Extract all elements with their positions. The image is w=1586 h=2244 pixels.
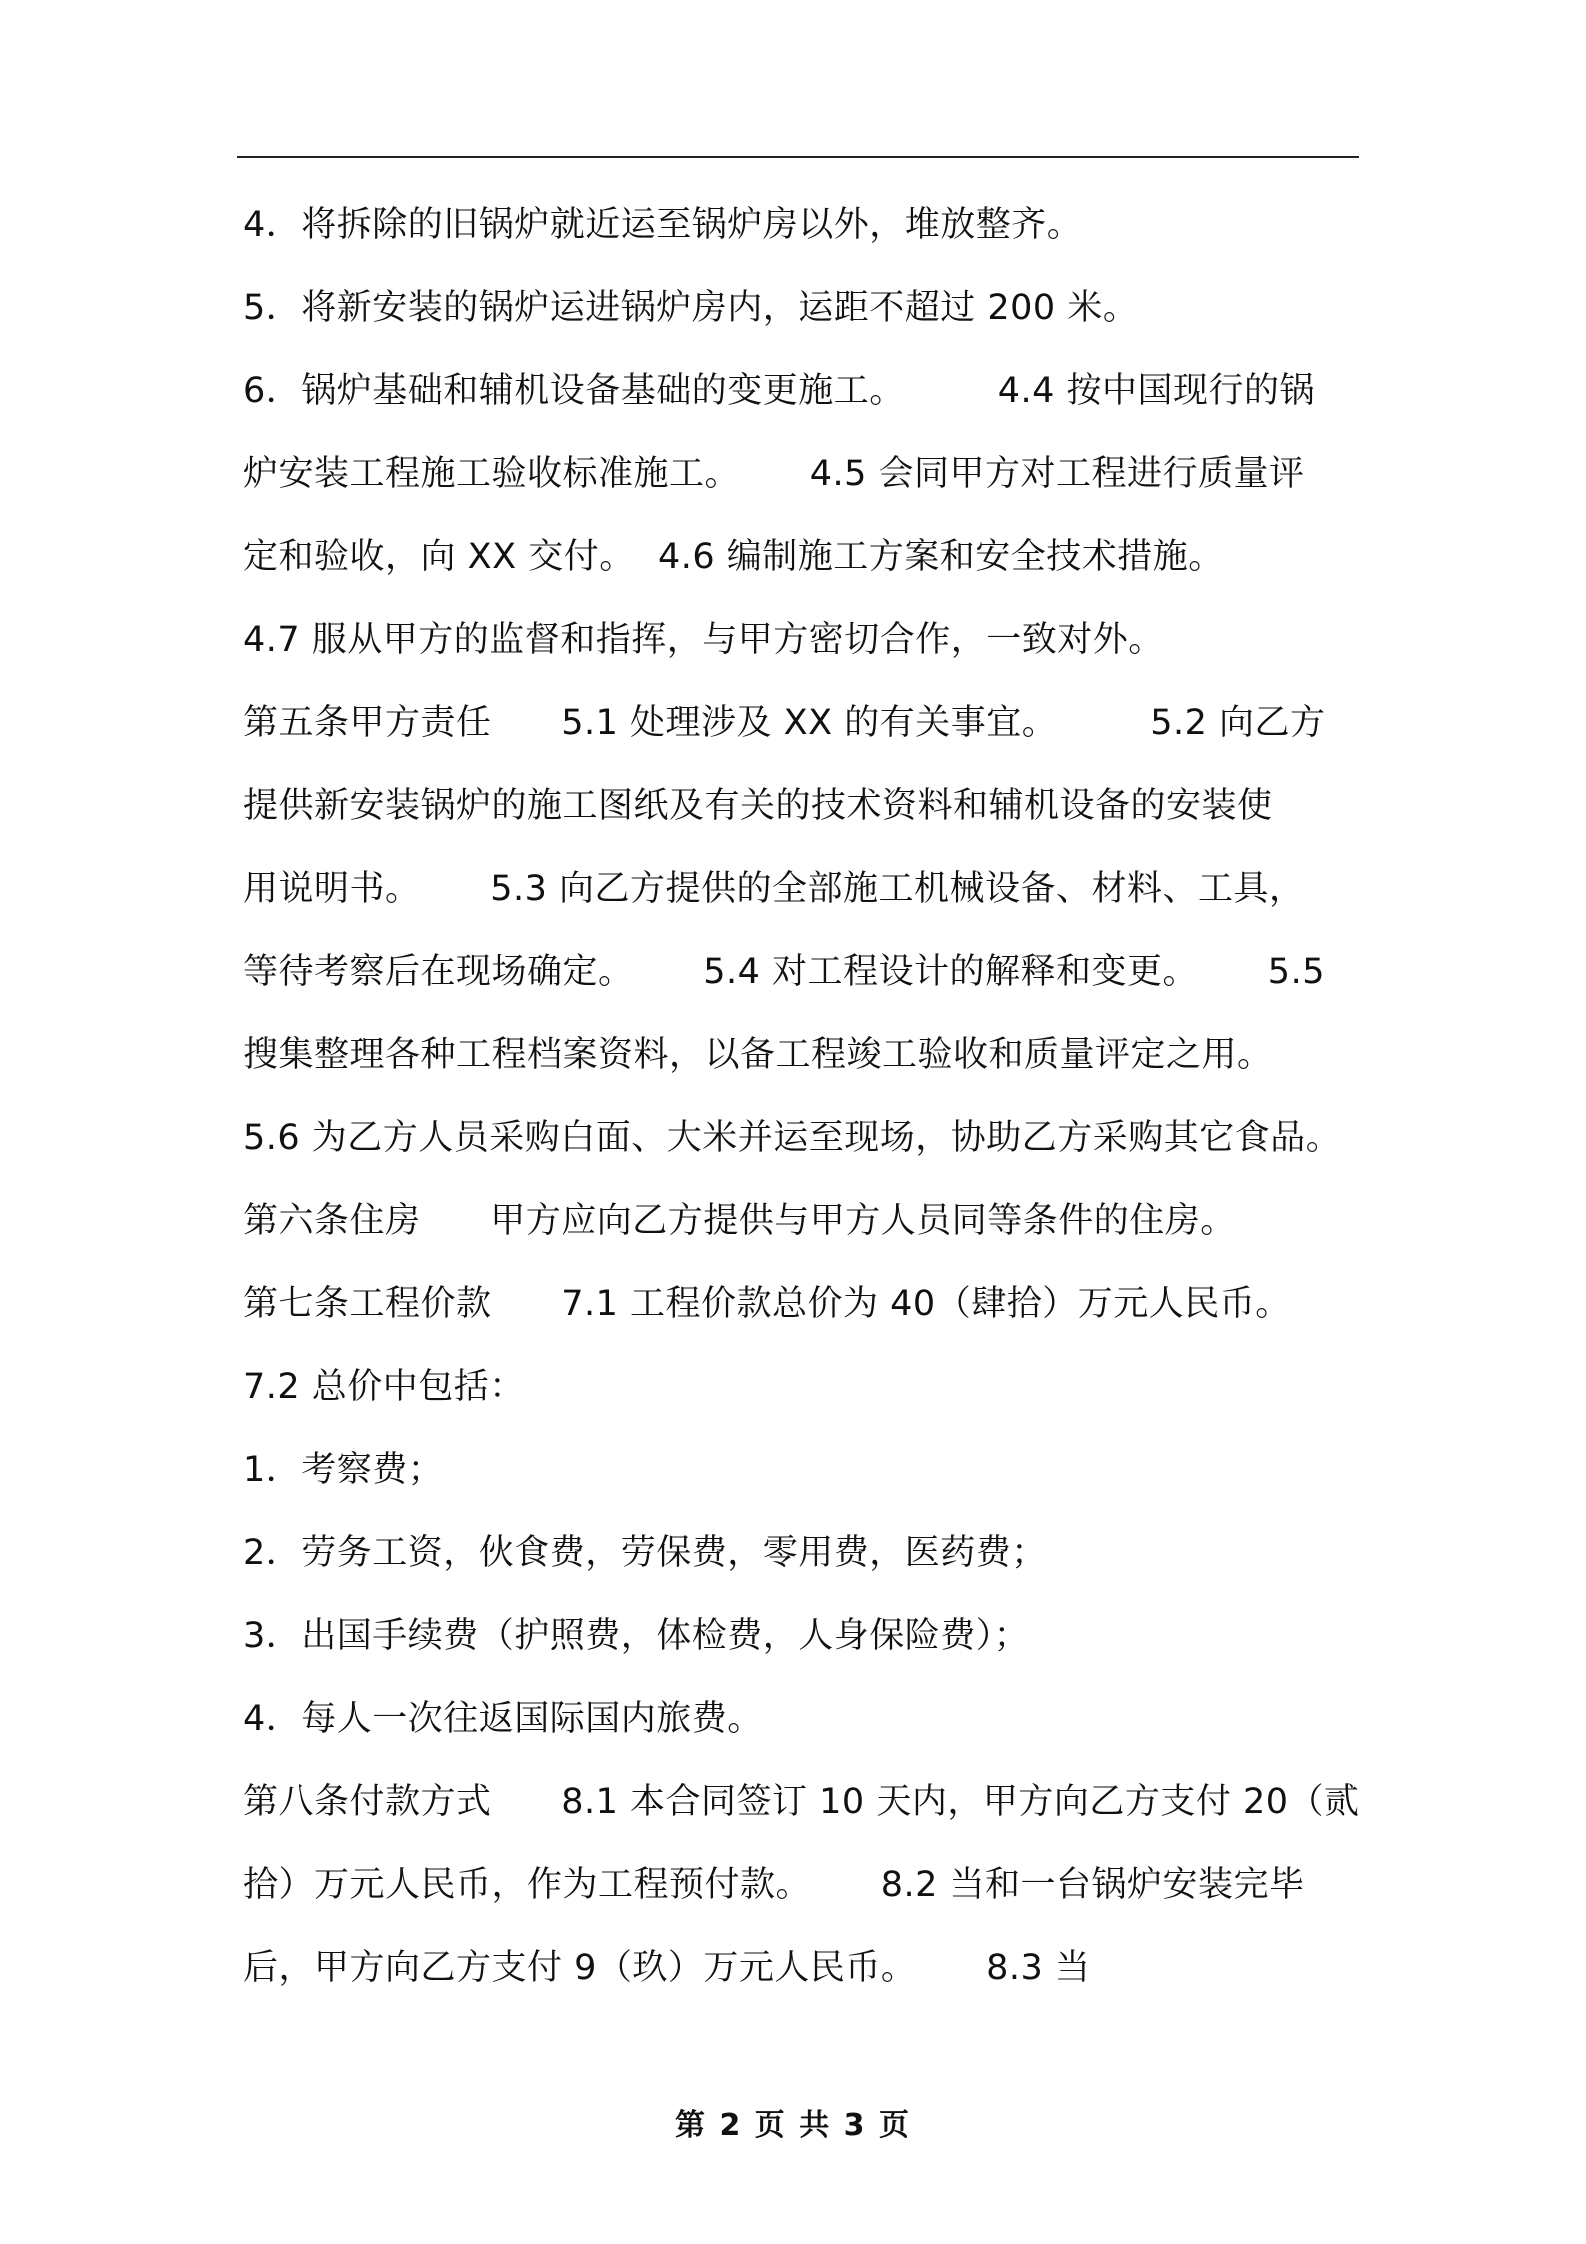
paragraph-line: 搜集整理各种工程档案资料，以备工程竣工验收和质量评定之用。: [243, 1035, 1273, 1075]
paragraph-line: 第七条工程价款 7.1 工程价款总价为 40（肆拾）万元人民币。: [243, 1284, 1291, 1324]
page-footer: 第 2 页 共 3 页: [675, 2108, 911, 2143]
paragraph-line: 提供新安装锅炉的施工图纸及有关的技术资料和辅机设备的安装使: [243, 786, 1273, 826]
paragraph-line: 2．劳务工资，伙食费，劳保费，零用费，医药费；: [243, 1533, 1047, 1573]
paragraph-line: 第八条付款方式 8.1 本合同签订 10 天内，甲方向乙方支付 20（贰: [243, 1782, 1360, 1822]
paragraph-line: 拾）万元人民币，作为工程预付款。 8.2 当和一台锅炉安装完毕: [243, 1865, 1305, 1905]
paragraph-line: 炉安装工程施工验收标准施工。 4.5 会同甲方对工程进行质量评: [243, 454, 1305, 494]
paragraph-line: 后，甲方向乙方支付 9（玖）万元人民币。 8.3 当: [243, 1948, 1091, 1988]
paragraph-line: 1．考察费；: [243, 1450, 444, 1490]
paragraph-line: 3．出国手续费（护照费，体检费，人身保险费）；: [243, 1616, 1030, 1656]
paragraph-line: 5．将新安装的锅炉运进锅炉房内，运距不超过 200 米。: [243, 288, 1139, 328]
paragraph-line: 第六条住房 甲方应向乙方提供与甲方人员同等条件的住房。: [243, 1201, 1236, 1241]
paragraph-line: 用说明书。 5.3 向乙方提供的全部施工机械设备、材料、工具，: [243, 869, 1305, 909]
document-body: [243, 200, 1363, 2026]
paragraph-line: 5.6 为乙方人员采购白面、大米并运至现场，协助乙方采购其它食品。: [243, 1118, 1342, 1158]
paragraph-line: 4．将拆除的旧锅炉就近运至锅炉房以外，堆放整齐。: [243, 205, 1083, 245]
paragraph-line: 第五条甲方责任 5.1 处理涉及 XX 的有关事宜。 5.2 向乙方: [243, 703, 1326, 743]
header-rule: [237, 156, 1359, 158]
paragraph-line: 6．锅炉基础和辅机设备基础的变更施工。 4.4 按中国现行的锅: [243, 371, 1316, 411]
paragraph-line: 7.2 总价中包括：: [243, 1367, 525, 1407]
paragraph-line: 4.7 服从甲方的监督和指挥，与甲方密切合作，一致对外。: [243, 620, 1164, 660]
paragraph-line: 定和验收，向 XX 交付。 4.6 编制施工方案和安全技术措施。: [243, 537, 1224, 577]
paragraph-line: 4．每人一次往返国际国内旅费。: [243, 1699, 763, 1739]
paragraph-line: 等待考察后在现场确定。 5.4 对工程设计的解释和变更。 5.5: [243, 952, 1325, 992]
